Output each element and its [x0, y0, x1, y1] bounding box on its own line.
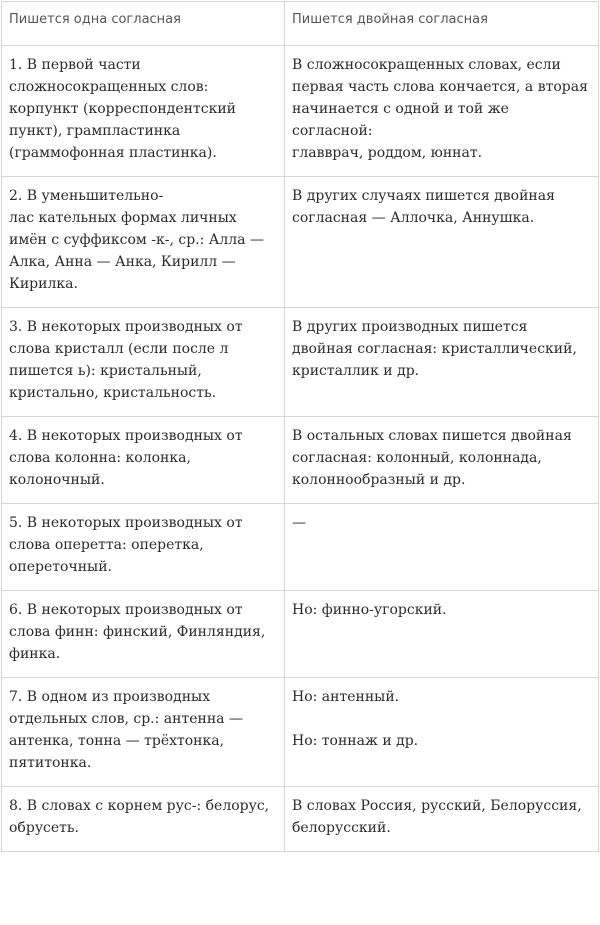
- cell-line: Но: финно-угорский.: [292, 602, 447, 618]
- cell-line: слова финн: финский, Финляндия,: [9, 624, 266, 640]
- cell-line: опереточный.: [9, 559, 112, 575]
- single-consonant-cell: [2, 591, 285, 678]
- cell-line: согласная — Аллочка, Аннушка.: [292, 210, 535, 226]
- cell-line: начинается с одной и той же согласной:: [292, 101, 509, 139]
- cell-line: белорусский.: [292, 820, 391, 836]
- cell-line: 7. В одном из производных: [9, 689, 211, 705]
- cell-line: 8. В словах с корнем рус-: белорус,: [9, 798, 270, 814]
- cell-line: лас кательных формах личных: [9, 210, 237, 226]
- cell-line: пишется ь): кристальный,: [9, 363, 202, 379]
- cell-line: Но: антенный.: [292, 689, 400, 705]
- table-row: [2, 787, 599, 852]
- cell-line: Кирилка.: [9, 276, 78, 292]
- double-consonant-cell: [285, 177, 599, 308]
- single-consonant-cell: [2, 46, 285, 177]
- cell-line: обрусеть.: [9, 820, 79, 836]
- table-row: [2, 678, 599, 787]
- double-consonant-cell: [285, 504, 599, 591]
- cell-line: В других производных пишется: [292, 319, 528, 335]
- cell-line: антенка, тонна — трёхтонка,: [9, 733, 225, 749]
- single-consonant-cell: [2, 678, 285, 787]
- cell-line: кристаллик и др.: [292, 363, 420, 379]
- cell-line: В словах Россия, русский, Белоруссия,: [292, 798, 582, 814]
- cell-line: колоночный.: [9, 472, 105, 488]
- double-consonant-cell: [285, 417, 599, 504]
- single-consonant-cell: [2, 417, 285, 504]
- cell-line: отдельных слов, ср.: антенна —: [9, 711, 243, 727]
- double-consonant-cell: [285, 46, 599, 177]
- cell-line: В других случаях пишется двойная: [292, 188, 555, 204]
- cell-line: сложносокращенных слов:: [9, 79, 209, 95]
- cell-line: (граммофонная пластинка).: [9, 145, 217, 161]
- spelling-rules-table: [1, 1, 599, 852]
- table-row: [2, 46, 599, 177]
- cell-line: двойная согласная: кристаллический,: [292, 341, 577, 357]
- table-header-row: [2, 2, 599, 46]
- table-row: [2, 417, 599, 504]
- cell-line: пятитонка.: [9, 755, 92, 771]
- double-consonant-cell: [285, 678, 599, 787]
- cell-line: слова колонна: колонка,: [9, 450, 191, 466]
- cell-line: колоннообразный и др.: [292, 472, 466, 488]
- cell-line: —: [292, 515, 306, 531]
- header-single-consonant: Пишется одна согласная: [2, 2, 285, 46]
- double-consonant-cell: [285, 308, 599, 417]
- single-consonant-cell: [2, 504, 285, 591]
- cell-line: В сложносокращенных словах, если: [292, 57, 561, 73]
- cell-line: первая часть слова кончается, а вторая: [292, 79, 588, 95]
- double-consonant-cell: [285, 787, 599, 852]
- cell-line: 1. В первой части: [9, 57, 141, 73]
- cell-line: [292, 708, 592, 730]
- cell-line: главврач, роддом, юннат.: [292, 145, 483, 161]
- cell-line: 2. В уменьшительно-: [9, 188, 164, 204]
- cell-line: 4. В некоторых производных от: [9, 428, 243, 444]
- cell-line: 3. В некоторых производных от: [9, 319, 243, 335]
- cell-line: Алка, Анна — Анка, Кирилл —: [9, 254, 236, 270]
- cell-line: согласная: колонный, колоннада,: [292, 450, 542, 466]
- single-consonant-cell: [2, 177, 285, 308]
- table-row: [2, 308, 599, 417]
- cell-line: слова оперетта: оперетка,: [9, 537, 204, 553]
- cell-line: кристально, кристальность.: [9, 385, 217, 401]
- cell-line: пункт), грампластинка: [9, 123, 181, 139]
- single-consonant-cell: [2, 787, 285, 852]
- header-double-consonant: Пишется двойная согласная: [285, 2, 599, 46]
- table-row: [2, 177, 599, 308]
- cell-line: имён с суффиксом -к-, ср.: Алла —: [9, 232, 264, 248]
- table-row: [2, 504, 599, 591]
- single-consonant-cell: [2, 308, 285, 417]
- double-consonant-cell: [285, 591, 599, 678]
- table-row: [2, 591, 599, 678]
- cell-line: слова кристалл (если после л: [9, 341, 229, 357]
- cell-line: 6. В некоторых производных от: [9, 602, 243, 618]
- table-body: [2, 2, 599, 852]
- cell-line: 5. В некоторых производных от: [9, 515, 243, 531]
- cell-line: В остальных словах пишется двойная: [292, 428, 572, 444]
- cell-line: финка.: [9, 646, 61, 662]
- cell-line: корпункт (корреспондентский: [9, 101, 237, 117]
- cell-line: Но: тоннаж и др.: [292, 733, 419, 749]
